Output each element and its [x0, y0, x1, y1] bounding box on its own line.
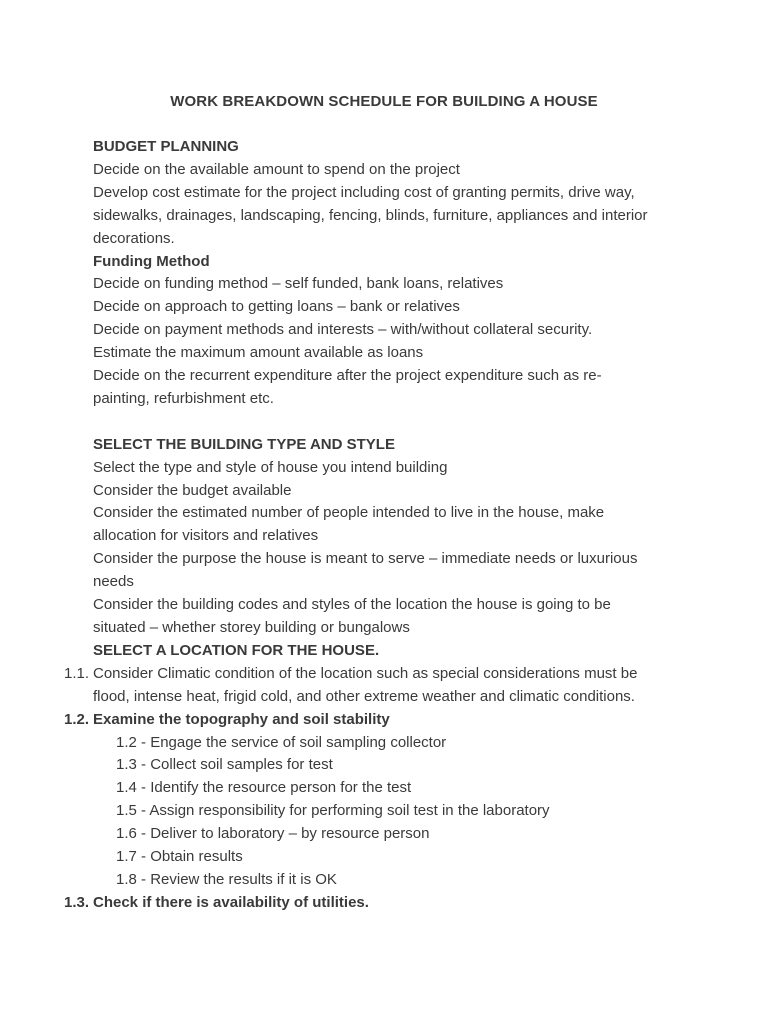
section-heading-location: SELECT A LOCATION FOR THE HOUSE. [93, 641, 380, 659]
body-line: decorations. [93, 229, 175, 247]
body-line: Consider the purpose the house is meant to serve – immediate needs or luxurious [93, 550, 638, 568]
sub-item [93, 869, 693, 892]
sub-item-number: 1.3 - [116, 756, 147, 774]
sub-item [93, 754, 693, 777]
body-line: Consider the building codes and styles of the location the house is going to be [93, 596, 611, 614]
body-line: Develop cost estimate for the project including cost of granting permits, drive way, [93, 183, 635, 201]
body-line: flood, intense heat, frigid cold, and other extreme weather and climatic conditions. [93, 687, 635, 705]
body-line: Select the type and style of house you intend building [93, 458, 448, 476]
body-line: Decide on funding method – self funded, bank loans, relatives [93, 275, 504, 293]
body-line: allocation for visitors and relatives [93, 527, 319, 545]
sub-item-number: 1.7 - [116, 848, 147, 866]
subheading-funding: Funding Method [93, 252, 210, 270]
sub-item-text: Obtain results [150, 848, 243, 866]
sub-item-number: 1.6 - [116, 825, 147, 843]
body-line: Decide on the available amount to spend on the project [93, 160, 460, 178]
sub-item-text: Collect soil samples for test [150, 756, 333, 774]
sub-item-text: Review the results if it is OK [150, 870, 337, 888]
sub-item-text: Identify the resource person for the test [150, 779, 412, 797]
body-line: situated – whether storey building or bungalows [93, 619, 410, 637]
item-number: 1.1. [64, 664, 90, 682]
numbered-item-1-1 [64, 663, 693, 686]
item-text: Check if there is availability of utilities. [93, 893, 369, 911]
sub-item-text: Assign responsibility for performing soil test in the laboratory [149, 802, 550, 820]
sub-item-number: 1.4 - [116, 779, 147, 797]
sub-item [93, 800, 693, 823]
item-number: 1.2. [64, 710, 90, 728]
body-line: Consider the estimated number of people intended to live in the house, make [93, 504, 605, 522]
body-line: Decide on payment methods and interests – with/without collateral security. [93, 321, 593, 339]
sub-item-number: 1.5 - [116, 802, 147, 820]
item-text: Examine the topography and soil stability [93, 710, 390, 728]
body-line: sidewalks, drainages, landscaping, fencing, blinds, furniture, appliances and interior [93, 206, 648, 224]
section-heading-building: SELECT THE BUILDING TYPE AND STYLE [93, 435, 395, 453]
item-number: 1.3. [64, 893, 90, 911]
body-line: Decide on the recurrent expenditure after the project expenditure such as re- [93, 367, 602, 385]
body-line: Decide on approach to getting loans – bank or relatives [93, 298, 460, 316]
sub-item [93, 732, 693, 755]
sub-item-number: 1.2 - [116, 733, 147, 751]
document-title: WORK BREAKDOWN SCHEDULE FOR BUILDING A HOUSE [170, 93, 598, 110]
body-line: needs [93, 573, 134, 591]
body-line: Consider the budget available [93, 481, 292, 499]
body-line: Estimate the maximum amount available as loans [93, 344, 424, 362]
blank-line [93, 411, 693, 434]
sub-item-text: Deliver to laboratory – by resource person [150, 825, 430, 843]
numbered-item-1-2 [64, 709, 693, 732]
document-body [64, 136, 693, 915]
section-heading-budget: BUDGET PLANNING [93, 138, 239, 155]
sub-item [93, 777, 693, 800]
body-line: painting, refurbishment etc. [93, 389, 274, 407]
sub-item-text: Engage the service of soil sampling collector [150, 733, 447, 751]
item-text: Consider Climatic condition of the location such as special considerations must be [93, 664, 638, 682]
sub-item [93, 823, 693, 846]
sub-item [93, 846, 693, 869]
numbered-item-1-3 [64, 892, 693, 915]
sub-item-number: 1.8 - [116, 870, 147, 888]
